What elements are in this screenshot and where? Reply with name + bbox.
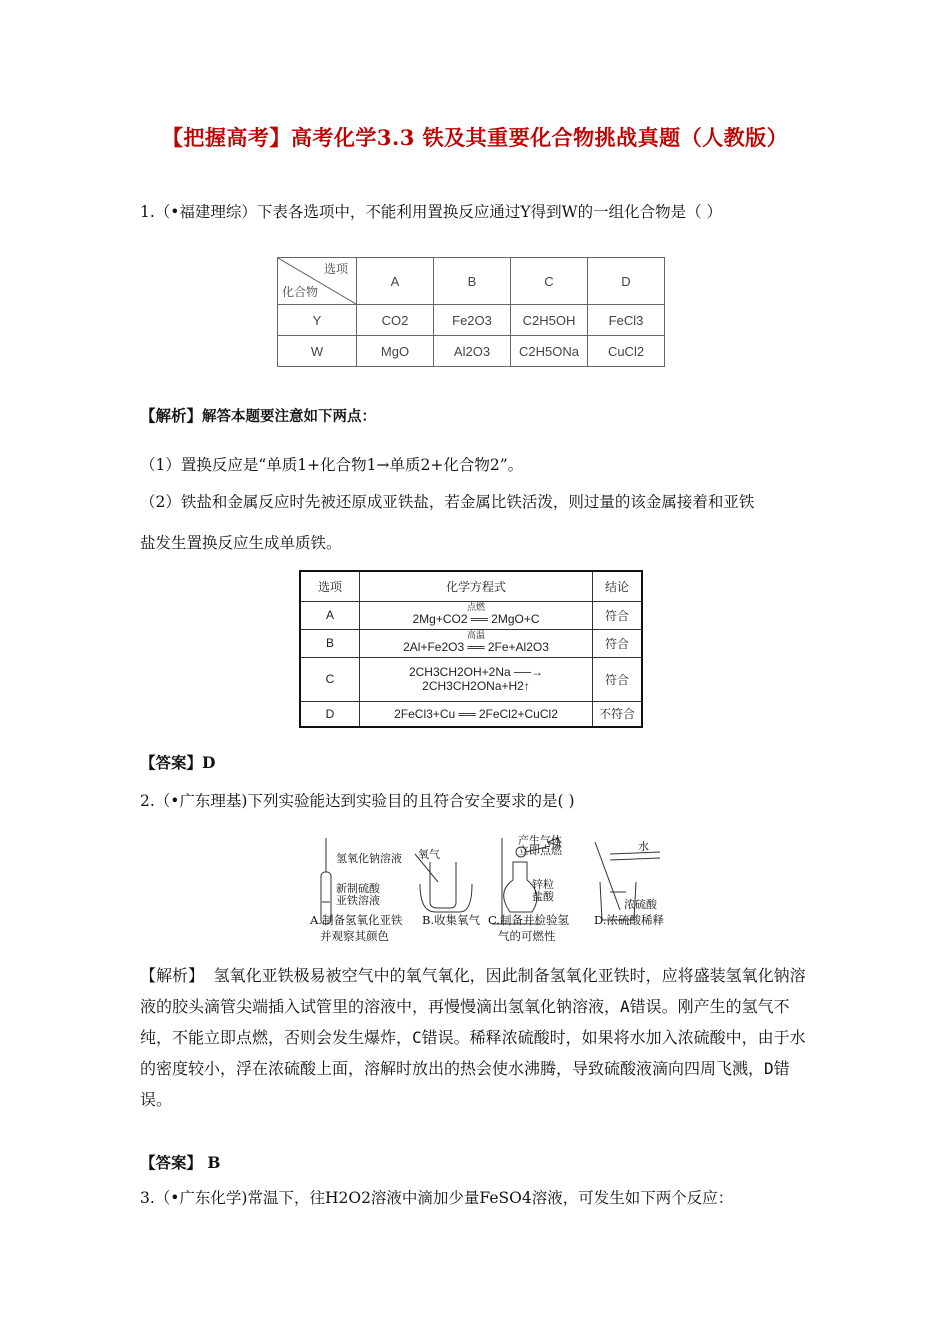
label-conc-acid: 浓硫酸 <box>624 898 657 911</box>
label-naoh: 氢氧化钠溶液 <box>336 852 402 865</box>
equation <box>360 657 593 701</box>
q1-point1: （1）置换反应是“单质1+化合物1→单质2+化合物2”。 <box>140 456 524 474</box>
label-fresh-acid: 新制硫酸 <box>336 882 380 895</box>
header-option: 选项 <box>300 571 360 601</box>
table-row <box>278 336 665 367</box>
equation-text: 2Mg+CO2 ══ 2MgO+C <box>412 611 540 626</box>
table-row <box>278 305 665 336</box>
label-ferrous: 亚铁溶液 <box>336 894 380 907</box>
label-gas: 产生气体 <box>518 834 562 847</box>
header-d: D <box>588 258 665 305</box>
row-label: Y <box>278 305 357 336</box>
corner-top-label: 选项 <box>323 262 348 276</box>
table-row <box>300 657 642 701</box>
option: A <box>300 601 360 629</box>
table-row <box>300 629 642 657</box>
lab-apparatus-figure <box>310 832 670 944</box>
q1-answer: 【答案】D <box>140 753 216 772</box>
page-title: 【把握高考】高考化学3.3 铁及其重要化合物挑战真题（人教版） <box>161 125 789 150</box>
condition: 点燃 <box>466 601 485 612</box>
label-oxygen: 氧气 <box>418 848 440 861</box>
cell: C2H5ONa <box>511 336 588 367</box>
q1-table <box>277 257 665 367</box>
caption-a-1: A.制备氢氧化亚铁 <box>310 913 403 927</box>
table-corner-cell <box>278 258 356 304</box>
label-hcl: 盐酸 <box>532 890 554 903</box>
row-label: W <box>278 336 357 367</box>
cell: C2H5OH <box>511 305 588 336</box>
analysis-intro: 解答本题要注意如下两点： <box>202 409 377 425</box>
header-b: B <box>434 258 511 305</box>
cell: MgO <box>357 336 434 367</box>
q2-analysis: 【解析】 氢氧化亚铁极易被空气中的氧气氧化，因此制备氢氧化亚铁时，应将盛装氢氧化钠溶液的胶头滴管尖端插入试管里的溶液中，再慢慢滴出氢氧化钠溶液，A错误。刚产生的氢气不纯，不能立即点燃，否则会发生爆炸，C错误。稀释浓硫酸时，如果将水加入浓硫酸中，由于水的密度较小，浮在浓硫酸上面，溶解时放出的热会使水沸腾，导致硫酸液滴向四周飞溅，D错误。 <box>140 966 806 1109</box>
cell: CO2 <box>357 305 434 336</box>
cell: Fe2O3 <box>434 305 511 336</box>
cell: Al2O3 <box>434 336 511 367</box>
equation-text: 2CH3CH2OH+2Na ──→ <box>408 665 544 679</box>
table-row <box>300 701 642 727</box>
cell: FeCl3 <box>588 305 665 336</box>
q3-stem: 3.（•广东化学)常温下，往H2O2溶液中滴加少量FeSO4溶液，可发生如下两个反应： <box>140 1189 734 1207</box>
q1-stem: 1.（•福建理综）下表各选项中，不能利用置换反应通过Y得到W的一组化合物是（ ） <box>140 203 723 221</box>
label-zinc: 锌粒 <box>532 878 554 891</box>
equation <box>360 629 593 657</box>
condition: 高温 <box>466 629 485 640</box>
header-result: 结论 <box>593 571 643 601</box>
analysis-label: 【解析】 <box>140 406 203 425</box>
cell: CuCl2 <box>588 336 665 367</box>
caption-b: B.收集氧气 <box>422 913 481 927</box>
label-ignite: 立即点燃 <box>518 844 562 857</box>
equation-table <box>299 570 643 728</box>
equation-text-2: 2CH3CH2ONa+H2↑ <box>422 679 530 693</box>
caption-c-1: C.制备并检验氢 <box>488 913 570 927</box>
caption-c-2: 气的可燃性 <box>498 929 556 943</box>
equation-text: 2Al+Fe2O3 ══ 2Fe+Al2O3 <box>403 639 549 654</box>
option: D <box>300 701 360 727</box>
caption-d: D.浓硫酸稀释 <box>594 913 664 927</box>
option: C <box>300 657 360 701</box>
label-water: 水 <box>638 840 649 853</box>
q2-answer: 【答案】 B <box>140 1153 221 1172</box>
result: 符合 <box>593 601 643 629</box>
result: 符合 <box>593 629 643 657</box>
q1-point2-line2: 盐发生置换反应生成单质铁。 <box>140 534 342 552</box>
caption-a-2: 并观察其颜色 <box>320 929 389 943</box>
header-c: C <box>511 258 588 305</box>
header-equation: 化学方程式 <box>360 571 593 601</box>
q2-stem: 2.（•广东理基)下列实验能达到实验目的且符合安全要求的是( ) <box>140 792 575 810</box>
equation <box>360 601 593 629</box>
header-a: A <box>357 258 434 305</box>
equation: 2FeCl3+Cu ══ 2FeCl2+CuCl2 <box>360 701 593 727</box>
q1-point2-line1: （2）铁盐和金属反应时先被还原成亚铁盐，若金属比铁活泼，则过量的该金属接着和亚铁 <box>140 493 755 511</box>
table-row <box>300 601 642 629</box>
option: B <box>300 629 360 657</box>
q1-analysis <box>140 404 376 426</box>
result: 不符合 <box>593 701 643 727</box>
corner-bottom-label: 化合物 <box>282 285 319 299</box>
result: 符合 <box>593 657 643 701</box>
